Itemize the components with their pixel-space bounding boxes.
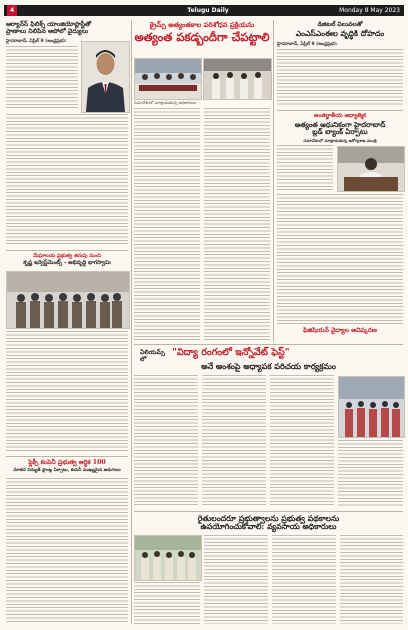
story6-headline-line2: బ్లడ్ బ్యాంక్ ఏర్పాటు <box>312 127 368 137</box>
story4-kicker: క్రైమ్స్ అత్యంతకాల పరిశోధన ప్రక్రియను <box>149 21 255 29</box>
story4-photo-2 <box>203 58 272 100</box>
divider <box>134 511 403 512</box>
story4-headline: అత్యంత పకడ్బందీగా చేపట్టాలి <box>134 30 270 44</box>
story5-byline: హైదరాబాద్, ఏప్రిల్ 9 (ఆంధ్రప్రభ): <box>277 42 338 47</box>
story7-kicker: ఏలియమ్స్ లో <box>140 349 165 363</box>
story2-photo <box>6 271 130 329</box>
story6-text-body <box>277 194 403 324</box>
story1-headline <box>6 22 128 35</box>
divider <box>134 344 403 345</box>
story1-text-body <box>6 114 128 246</box>
story4-photo-caption: సమావేశంలో మాట్లాడుతున్న అధికారులు <box>134 100 197 105</box>
story7-headline-line2: అనే అంశంపై అధ్యాపక పరిచయ కార్యక్రమం <box>201 361 336 371</box>
story3-headline-line2: నూతన విద్యుత్ ప్లాంట్ల ఏర్పాటు, కంపెనీ ముఖ్యమైన అడుగులు <box>13 468 121 473</box>
story6-kicker: అంతర్జాతీయ ఆధ్యాత్మిక <box>314 113 366 119</box>
meeting-photo-icon <box>135 59 201 99</box>
classroom-photo-icon <box>339 377 404 437</box>
story1-headline-line1: ఆర్యాన్‌స్ ఫిలిక్స్ యాంజియోప్లాస్టీతో <box>6 21 92 28</box>
story8-headline <box>134 515 403 531</box>
story6-headline <box>277 121 403 136</box>
story6-text-lead <box>277 145 333 191</box>
story8-text-col4 <box>340 535 403 624</box>
story5-text-body <box>277 49 403 107</box>
story2-headline-line1: మేఘాలయ ప్రభుత్వ తరుపు నుంచి <box>33 253 101 259</box>
story8-headline-line1: రైతులందరూ ప్రభుత్వాలను ప్రభుత్వ పథకాలను <box>197 514 340 523</box>
issue-date: Monday 8 May 2023 <box>339 7 400 14</box>
story7-text-col1 <box>134 375 198 507</box>
story7-text-col4 <box>338 440 403 507</box>
story6-highlight: సమావేశంలో మాట్లాడుతున్న ఆరోగ్యశాఖ మంత్రి <box>303 138 377 143</box>
story7-text-col2 <box>202 375 266 507</box>
story8-text-col2 <box>204 535 268 624</box>
story4-photo <box>134 58 202 100</box>
story6-bottom-headline: ఫిజిషియన్ వైద్యాల ఆవిష్కరణ <box>303 327 377 334</box>
column-rule <box>131 20 132 624</box>
story4-text-col2 <box>204 108 270 340</box>
story1-headline-line2: ప్రాణాలు నిలిపిన ఆపోలో వైద్యులు <box>6 27 89 35</box>
minister-photo-icon <box>338 147 404 191</box>
paper-name: Telugu Daily <box>187 7 229 14</box>
story1-text-top <box>6 46 78 110</box>
doctor-portrait-icon <box>82 42 129 112</box>
story7-photo <box>338 376 405 438</box>
story1-byline: హైదరాబాద్, ఏప్రిల్ 9 (ఆంధ్రప్రభ): <box>6 39 67 44</box>
story5-headline: ఎంఎస్‌ఎంఈల వృద్ధికి దోహదం <box>295 29 385 38</box>
story1-photo <box>81 41 130 113</box>
divider <box>6 456 128 457</box>
page-number: 4 <box>7 5 17 16</box>
story7-headline-quote: "విద్యా రంగంలో ఇన్నోవేట్ ఫెస్ట్" <box>172 347 290 358</box>
farmers-photo-icon <box>135 536 201 580</box>
masthead-bar <box>4 5 404 16</box>
divider <box>277 110 403 111</box>
column-rule <box>273 20 274 342</box>
story3-text-body <box>6 478 128 624</box>
story3-headline-line1: ఫ్లెక్సీ కంపెనీ ప్రభుత్వ ఆర్థిక 100 <box>28 459 106 466</box>
group-photo-icon <box>7 272 129 328</box>
story4-text-col1 <box>134 108 200 340</box>
story7-text-col3 <box>270 375 334 507</box>
story8-headline-line2: ఉపయోగించుకోవాలి: వ్యవసాయ అధికారులు <box>200 522 337 532</box>
officials-photo-icon <box>204 59 271 99</box>
story2-headline-line2: కృష్ణ ఇన్వెస్ట్‌మెంట్స్ - అభివృద్ధి భాగస్వామి <box>23 260 111 266</box>
story6-photo <box>337 146 405 192</box>
story8-photo <box>134 535 202 581</box>
story8-text-col1 <box>134 582 200 624</box>
story6-headline-line1: అత్యంత ఆధునికంగా హైదరాబాద్ <box>294 120 386 129</box>
story5-kicker: డిజిటల్ విలువలతో <box>317 21 363 28</box>
divider <box>6 250 128 251</box>
story8-text-col3 <box>272 535 336 624</box>
story2-text-body <box>6 331 128 453</box>
